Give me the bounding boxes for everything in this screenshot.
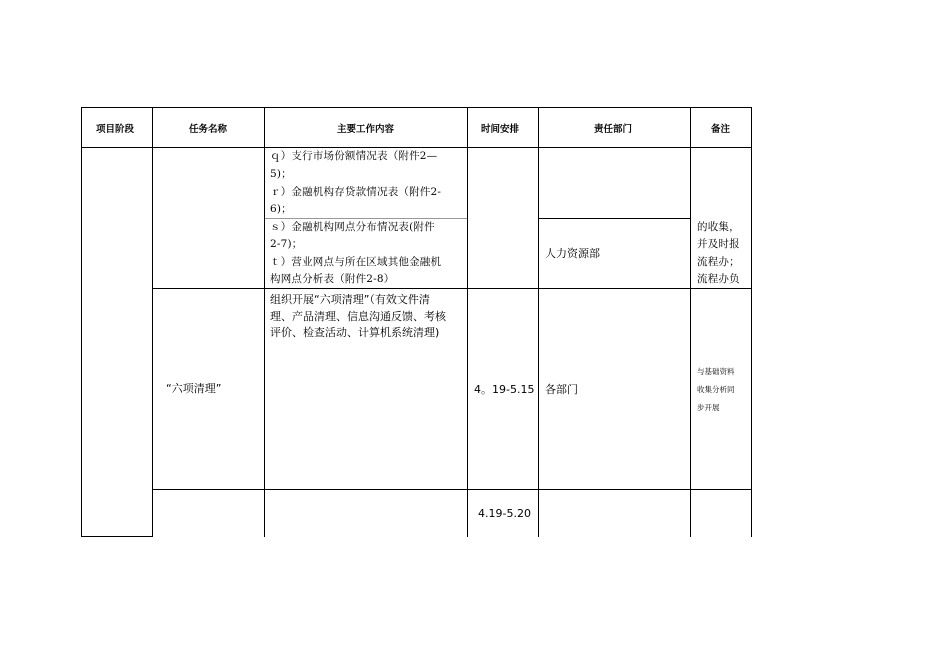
col-border-0 <box>81 107 82 537</box>
header-phase: 项目阶段 <box>96 124 135 135</box>
row2-note-line: 与基础资料 <box>697 367 735 376</box>
row3-time: 4.19-5.20 <box>478 507 531 520</box>
row1-content-line: ｔ）营业网点与所在区域其他金融机 <box>270 256 442 268</box>
header-task: 任务名称 <box>189 124 228 135</box>
header-dept: 责任部门 <box>594 124 633 135</box>
col-border-2 <box>264 107 265 537</box>
row2-note-line: 收集分析同 <box>697 385 735 394</box>
row2-top-border <box>152 288 752 289</box>
row1-note-line: 的收集， <box>697 221 740 233</box>
row1-note-line: 并及时报 <box>697 238 740 250</box>
row1-content-line: 构网点分析表（附件2-8） <box>270 273 395 285</box>
row1-note-line: 流程办负 <box>697 273 740 285</box>
row1-content-line: ｓ）金融机构网点分布情况表(附件 <box>270 221 435 233</box>
header-time: 时间安排 <box>481 124 520 135</box>
row3-top-border <box>152 489 752 490</box>
dept-split-border <box>538 218 691 219</box>
row1-dept: 人力资源部 <box>545 247 600 260</box>
col-border-3 <box>467 107 468 537</box>
header-content: 主要工作内容 <box>337 124 395 135</box>
row2-content-line: 组织开展“六项清理”（有效文件清 <box>270 293 430 306</box>
row1-content-line: ｒ）金融机构存贷款情况表（附件2- <box>270 186 442 198</box>
row2-content-line: 理、产品清理、信息沟通反馈、考核 <box>270 310 446 323</box>
row1-note-line: 流程办； <box>697 256 740 268</box>
col-border-5 <box>690 107 691 537</box>
row1-content-line: ｑ）支行市场份额情况表（附件2— <box>270 150 438 162</box>
row2-dept: 各部门 <box>545 383 578 396</box>
col-border-6 <box>751 107 752 537</box>
first-col-bottom-border <box>81 536 152 537</box>
row2-task: “六项清理” <box>166 382 222 395</box>
row2-content-line: 评价、检查活动、计算机系统清理) <box>270 326 440 339</box>
row1-content-line: 6)； <box>270 203 292 215</box>
row1-content-line: 2-7)； <box>270 238 303 250</box>
col-border-1 <box>152 107 153 537</box>
row2-time: 4。19-5.15 <box>474 383 535 396</box>
col-border-4 <box>538 107 539 537</box>
row1-content-line: 5)； <box>270 168 292 180</box>
border-top <box>81 107 752 108</box>
header-note: 备注 <box>711 124 731 135</box>
row2-note-line: 步开展 <box>697 403 720 412</box>
